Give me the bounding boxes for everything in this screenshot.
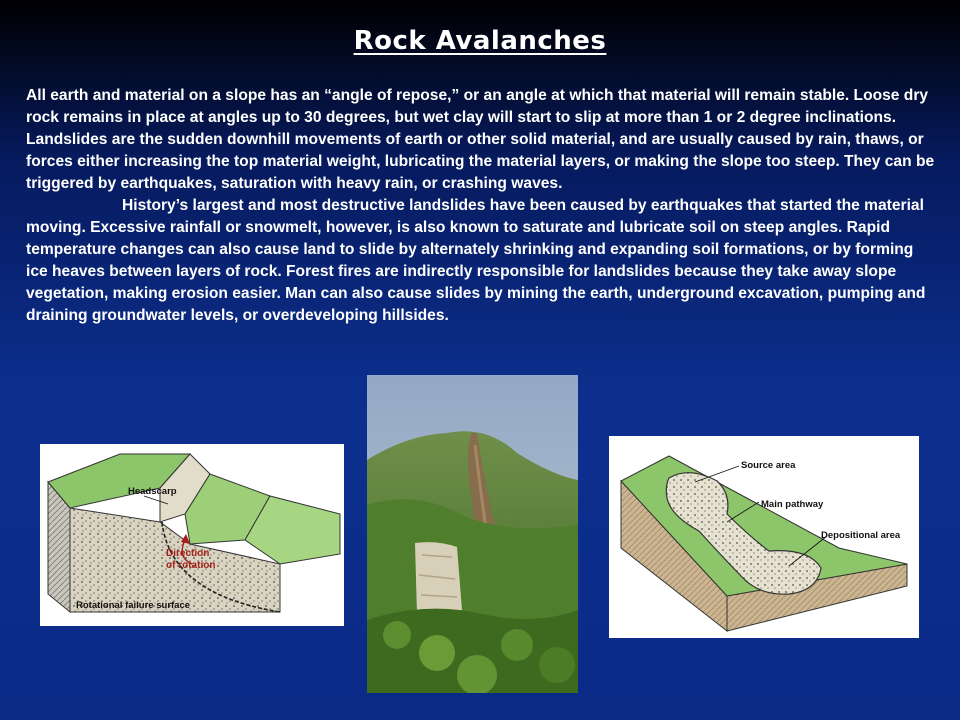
rotational-slide-diagram [40, 444, 344, 626]
label-direction-line2: of rotation [166, 560, 216, 571]
label-direction-line1: Direction [166, 548, 210, 559]
landslide-photo [367, 375, 578, 693]
paragraph-1: All earth and material on a slope has an “angle of repose,” or an angle at which that material will remain stable. Loose dry rock remains in place at angles up to 30 degrees, but wet clay will start to slip at more than 1 or 2 degree inclinations. Landslides are the sudden downhill movements of earth or other solid material, and are usually caused by rain, thaws, or forces either increasing the top material weight, lubricating the material layers, or making the slope too steep. They can be triggered by earthquakes, saturation with heavy rain, or crashing waves. [26, 87, 935, 192]
rotational-slide-illustration [40, 444, 344, 626]
body-text [26, 85, 938, 327]
label-source-area: Source area [741, 460, 796, 471]
landslide-photo-illustration [367, 375, 578, 693]
label-headscarp: Headscarp [128, 486, 177, 497]
label-failure-surface: Rotational failure surface [76, 600, 191, 611]
slide-title: Rock Avalanches [353, 26, 607, 56]
landslide-pathway-diagram [609, 436, 919, 638]
label-main-pathway: Main pathway [761, 499, 824, 510]
paragraph-2: History’s largest and most destructive landslides have been caused by earthquakes that started the material moving. Excessive rainfall or snowmelt, however, is also known to saturate and lubricate soil on steep angles. Rapid temperature changes can also cause land to slide by alternately shrinking and expanding soil formations, or by forming ice heaves between layers of rock. Forest fires are indirectly responsible for landslides because they take away slope vegetation, making erosion easier. Man can also cause slides by mining the earth, underground excavation, pumping and draining groundwater levels, or overdeveloping hillsides. [26, 197, 926, 324]
landslide-pathway-illustration [609, 436, 919, 638]
label-depositional-area: Depositional area [821, 530, 901, 541]
